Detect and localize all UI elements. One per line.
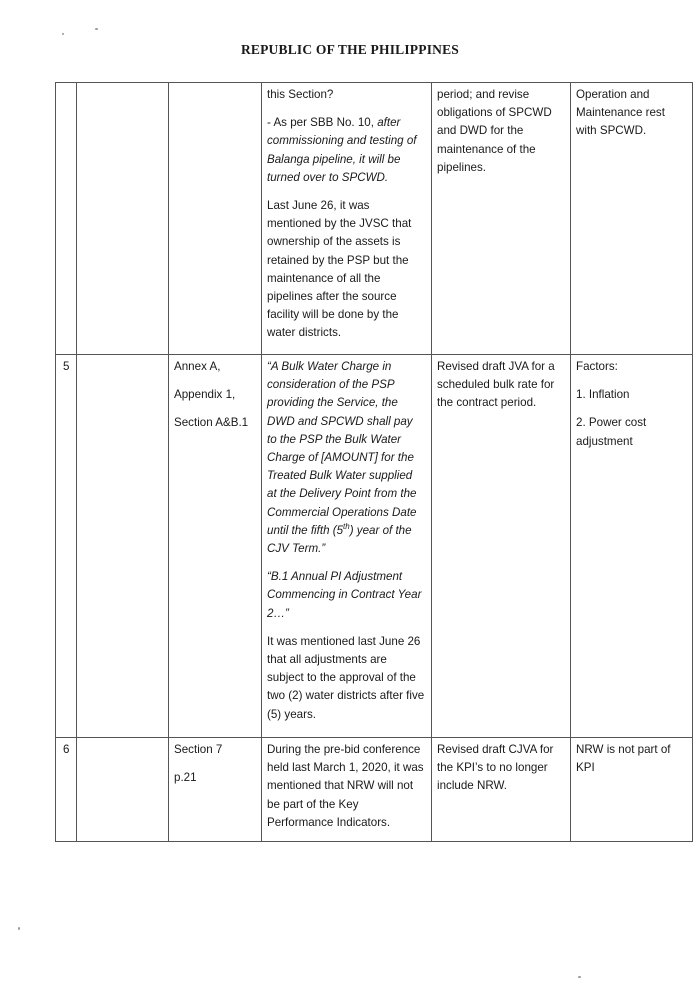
text-run: During the pre-bid conference held last March 1, 2020, it was mentioned that NRW will not be part of the Key Performance Indicators. [267, 743, 424, 829]
reference-line: Appendix 1, [174, 388, 236, 402]
table-row [56, 355, 693, 738]
scan-speck [578, 976, 581, 978]
page-header: REPUBLIC OF THE PHILIPPINES [240, 42, 460, 57]
remarks-line: 1. Inflation [576, 388, 630, 402]
table-row [56, 83, 693, 355]
cell-action: period; and revise obligations of SPCWD and DWD for the maintenance of the pipelines. [432, 83, 571, 355]
cell-reference [169, 83, 262, 355]
text-run: It was mentioned last June 26 that all adjustments are subject to the approval of the two (2) water districts after five (5) years. [267, 634, 425, 721]
cell-action: Revised draft JVA for a scheduled bulk rate for the contract period. [432, 355, 571, 738]
provision-paragraph [267, 633, 425, 724]
text-run: this Section? [267, 88, 334, 101]
text-run: Last June 26, it was mentioned by the JVSC that ownership of the assets is retained by the PSP but the maintenance of all the pipelines after the source facility will be done by the water districts. [267, 199, 412, 340]
reference-line: Section 7 [174, 743, 223, 756]
reference-line: p.21 [174, 771, 197, 785]
cell-provision-text [262, 83, 432, 355]
remarks-line: Factors: [576, 360, 618, 373]
remarks-line: Operation and Maintenance rest with SPCWD. [576, 88, 665, 138]
remarks-line: NRW is not part of KPI [576, 743, 671, 775]
table-row [56, 738, 693, 842]
cell-blank [77, 355, 169, 738]
text-run: ) year of the CJV Term.” [267, 523, 412, 556]
reference-line: Annex A, [174, 360, 221, 373]
cell-item-number: 6 [56, 738, 77, 842]
provision-paragraph [267, 358, 425, 558]
cell-blank [77, 738, 169, 842]
text-run: - As per SBB No. 10, [267, 116, 378, 130]
cell-blank [77, 83, 169, 355]
cell-reference [169, 738, 262, 842]
scan-speck [18, 927, 20, 930]
cell-remarks [571, 738, 693, 842]
cell-item-number [56, 83, 77, 355]
remarks-line: 2. Power cost adjustment [576, 416, 647, 448]
provision-paragraph [267, 86, 425, 104]
cell-provision-text [262, 738, 432, 842]
provision-paragraph [267, 568, 425, 623]
cell-action: Revised draft CJVA for the KPI’s to no longer include NRW. [432, 738, 571, 842]
text-run: th [343, 521, 350, 531]
scan-speck [62, 33, 64, 35]
reference-line: Section A&B.1 [174, 416, 249, 430]
cell-reference [169, 355, 262, 738]
cell-provision-text [262, 355, 432, 738]
cell-remarks [571, 355, 693, 738]
cell-item-number: 5 [56, 355, 77, 738]
provision-paragraph [267, 197, 425, 343]
issues-table [55, 82, 693, 842]
text-run: “A Bulk Water Charge in consideration of the PSP providing the Service, the DWD and SPCWD shall pay to the PSP the Bulk Water Charge of [AMOUNT] for the Treated Bulk Water supplied at the Delivery Point from the Commercial Operations Date until the fifth (5 [267, 360, 417, 537]
provision-paragraph [267, 114, 425, 187]
provision-paragraph [267, 741, 425, 832]
text-run: after commissioning and testing of Balanga pipeline, it will be turned over to SPCWD. [267, 116, 417, 184]
scan-speck [95, 28, 98, 30]
text-run: “B.1 Annual PI Adjustment Commencing in Contract Year 2…” [267, 570, 422, 620]
cell-remarks [571, 83, 693, 355]
